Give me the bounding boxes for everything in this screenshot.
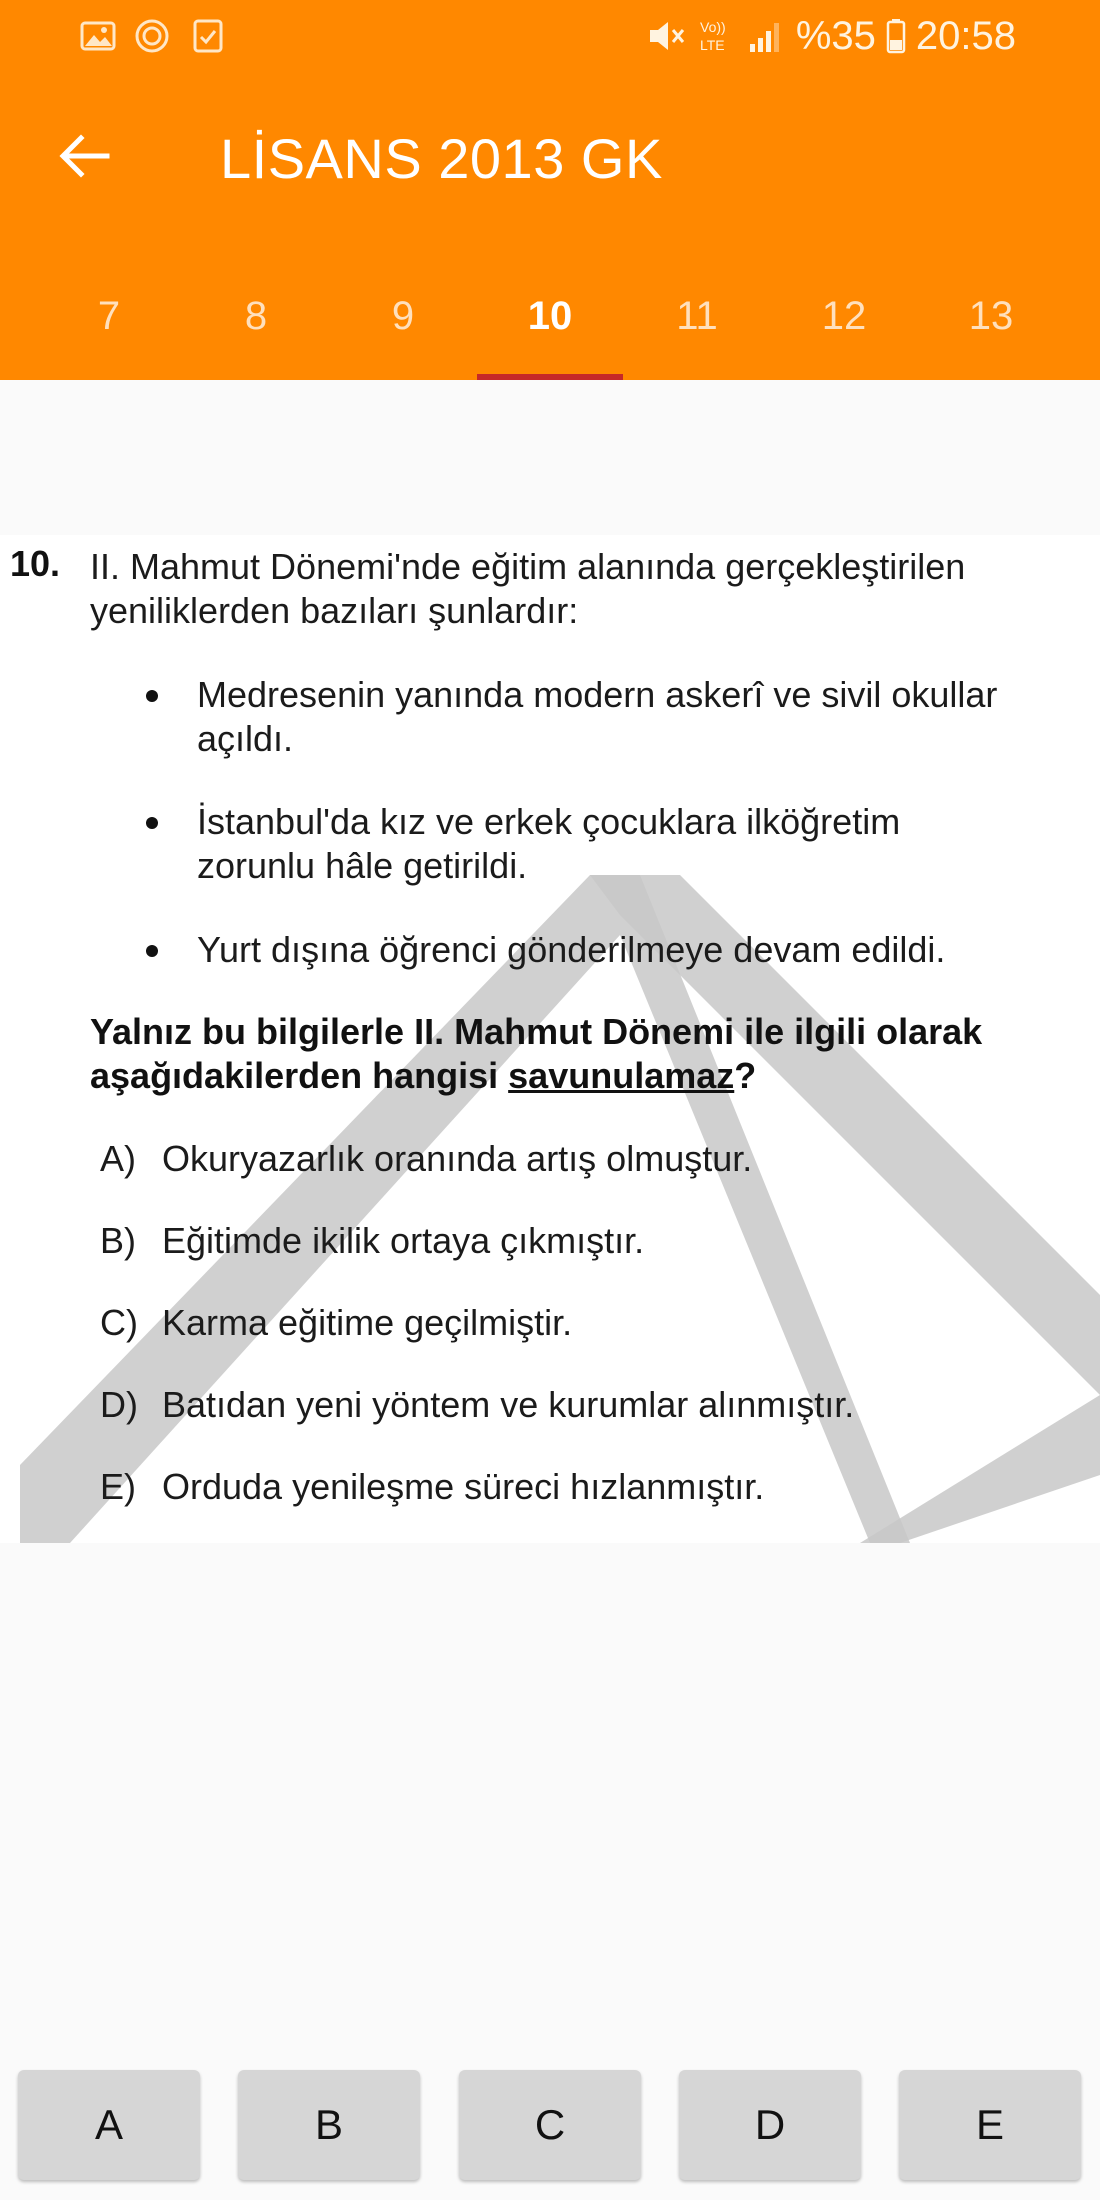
bullet-dot — [146, 817, 158, 829]
toolbar — [0, 100, 1100, 212]
gallery-icon — [80, 18, 116, 54]
volte-icon — [696, 16, 736, 56]
battery-percent: %35 — [795, 13, 876, 58]
prompt-suffix: ? — [734, 1055, 757, 1096]
option-b-letter: B) — [100, 1220, 136, 1261]
option-a-letter: A) — [100, 1138, 136, 1179]
network-label: LTE — [699, 37, 725, 53]
prompt-prefix: aşağıdakilerden hangisi — [90, 1055, 509, 1096]
option-e-letter: E) — [100, 1466, 136, 1507]
svg-text:Vo)): Vo)) — [699, 19, 726, 35]
task-icon — [190, 18, 226, 54]
prompt-line1: Yalnız bu bilgilerle II. Mahmut Dönemi ile ilgili olarak — [90, 1011, 983, 1052]
question-intro-line2: yeniliklerden bazıları şunlardır: — [90, 590, 579, 631]
bullet-dot — [146, 945, 158, 957]
answer-button-b[interactable]: B — [238, 2070, 420, 2180]
status-right — [646, 12, 1016, 60]
bullet-dot — [146, 690, 158, 702]
option-c-text: Karma eğitime geçilmiştir. — [162, 1302, 573, 1343]
tab-10[interactable]: 10 — [527, 293, 573, 338]
battery-icon — [886, 18, 906, 54]
answer-button-a[interactable]: A — [18, 2070, 200, 2180]
answer-button-d[interactable]: D — [679, 2070, 861, 2180]
tab-indicator — [477, 374, 623, 380]
signal-icon — [746, 18, 786, 54]
question-image — [0, 535, 1100, 1543]
answer-bar — [0, 2070, 1100, 2180]
page-title: LİSANS 2013 GK — [220, 127, 663, 190]
option-d-text: Batıdan yeni yöntem ve kurumlar alınmıştır. — [162, 1384, 855, 1425]
bullet-1-line2: açıldı. — [197, 718, 294, 759]
mute-icon — [646, 18, 686, 54]
bullet-1-line1: Medresenin yanında modern askerî ve sivil okullar — [197, 674, 998, 715]
arrow-left-icon — [57, 132, 113, 180]
badge-icon — [134, 18, 170, 54]
tab-8[interactable]: 8 — [244, 293, 268, 338]
status-bar — [0, 0, 1100, 72]
option-b-text: Eğitimde ikilik ortaya çıkmıştır. — [162, 1220, 645, 1261]
app-bar — [0, 0, 1100, 380]
bullet-2-line1: İstanbul'da kız ve erkek çocuklara ilköğretim — [197, 801, 901, 842]
option-a-text: Okuryazarlık oranında artış olmuştur. — [162, 1138, 753, 1179]
tab-11[interactable]: 11 — [676, 293, 718, 338]
tab-7[interactable]: 7 — [97, 293, 121, 338]
bullet-2-line2: zorunlu hâle getirildi. — [197, 845, 528, 886]
option-c-letter: C) — [100, 1302, 138, 1343]
question-tabs — [0, 252, 1100, 380]
prompt-underlined: savunulamaz — [508, 1055, 735, 1096]
question-intro-line1: II. Mahmut Dönemi'nde eğitim alanında gerçekleştirilen — [90, 546, 966, 587]
option-d-letter: D) — [100, 1384, 138, 1425]
tab-12[interactable]: 12 — [821, 293, 867, 338]
option-e-text: Orduda yenileşme süreci hızlanmıştır. — [162, 1466, 765, 1507]
bullet-3-line1: Yurt dışına öğrenci gönderilmeye devam edildi. — [197, 929, 946, 970]
clock: 20:58 — [915, 13, 1016, 58]
tab-13[interactable]: 13 — [968, 293, 1014, 338]
prompt-line2 — [90, 1054, 756, 1098]
answer-button-e[interactable]: E — [899, 2070, 1081, 2180]
tab-9[interactable]: 9 — [391, 293, 415, 338]
question-number: 10. — [10, 543, 61, 584]
answer-button-c[interactable]: C — [459, 2070, 641, 2180]
back-button[interactable] — [40, 120, 130, 192]
